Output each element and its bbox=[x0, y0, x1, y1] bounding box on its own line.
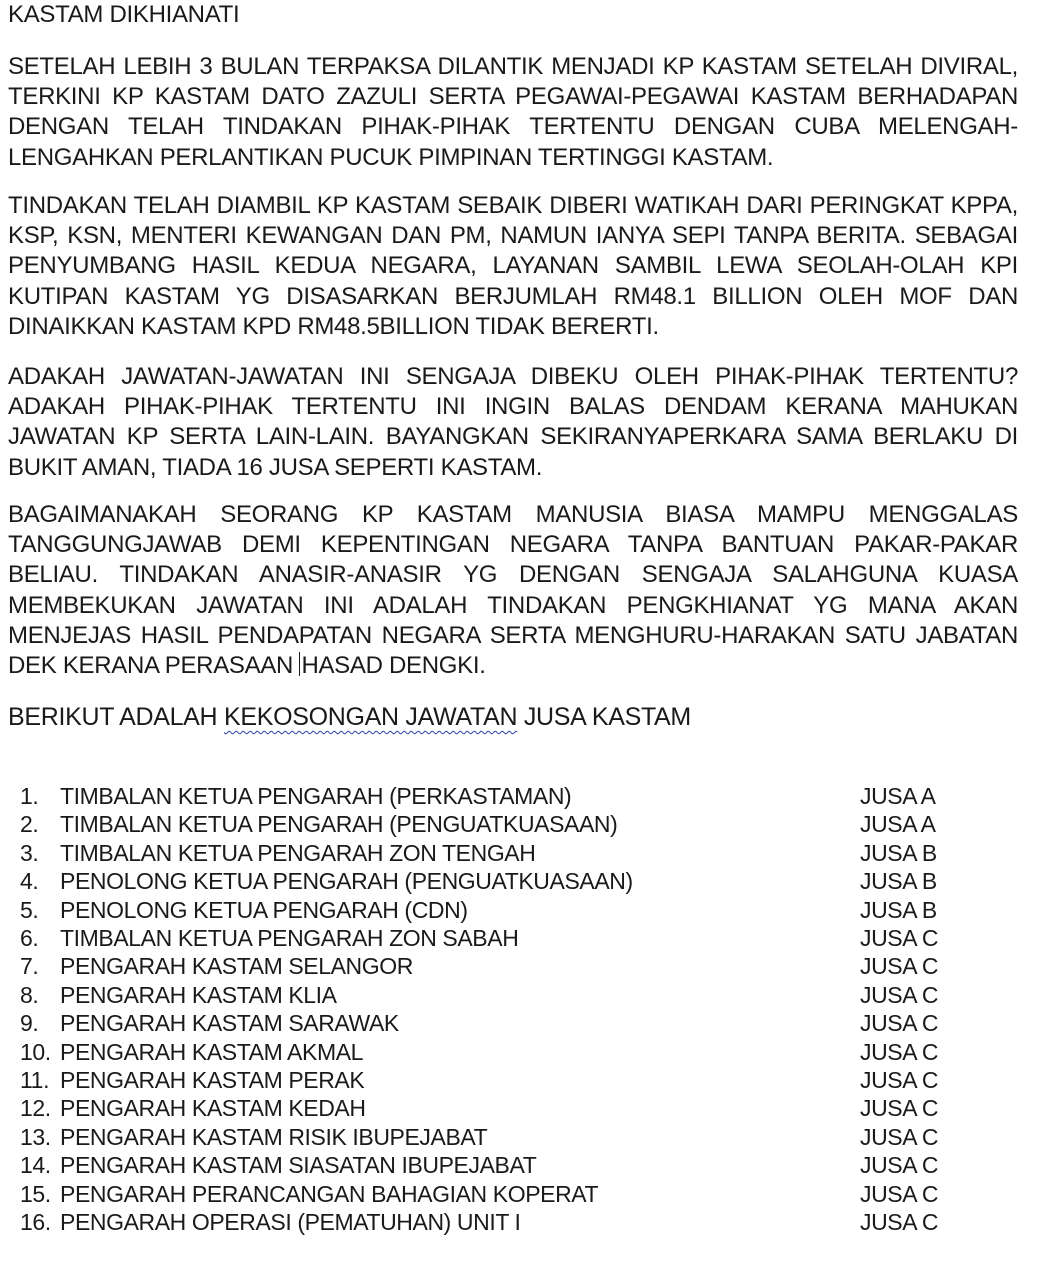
list-item-number: 7. bbox=[20, 953, 39, 980]
paragraph-4-text: BAGAIMANAKAH SEORANG KP KASTAM MANUSIA BIASA MAMPU MENGGALAS TANGGUNGJAWAB DEMI KEPENTINGAN NEGARA TANPA BANTUAN PAKAR-PAKAR BELIAU. TINDAKAN ANASIR-ANASIR YG DENGAN SENGAJA SALAHGUNA KUASA MEMBEKUKAN JAWATAN INI ADALAH TINDAKAN PENGKHIANAT YG MANA AKAN MENJEJAS HASIL PENDAPATAN NEGARA SERTA MENGHURU-HARAKAN SATU JABATAN DEK KERANA PERASAAN bbox=[8, 501, 1018, 680]
list-item bbox=[20, 952, 980, 980]
list-item-grade: JUSA C bbox=[860, 1095, 939, 1122]
list-item bbox=[20, 1180, 980, 1208]
list-item-grade: JUSA C bbox=[860, 953, 939, 980]
list-item-position: PENGARAH KASTAM RISIK IBUPEJABAT bbox=[60, 1123, 488, 1150]
list-item bbox=[20, 810, 980, 838]
list-item-number: 4. bbox=[20, 868, 39, 895]
list-item-grade: JUSA A bbox=[860, 811, 936, 838]
list-item-grade: JUSA C bbox=[860, 1010, 939, 1037]
list-item-number: 10. bbox=[20, 1038, 51, 1065]
list-item-grade: JUSA C bbox=[860, 1209, 939, 1236]
list-item-number: 15. bbox=[20, 1180, 51, 1207]
document-page bbox=[8, 0, 1018, 1236]
list-item bbox=[20, 981, 980, 1009]
list-item-number: 9. bbox=[20, 1010, 39, 1037]
list-item-position: PENGARAH KASTAM SARAWAK bbox=[60, 1010, 399, 1037]
list-item-grade: JUSA B bbox=[860, 868, 937, 895]
list-item-grade: JUSA C bbox=[860, 1123, 939, 1150]
heading-suffix: JUSA KASTAM bbox=[517, 703, 691, 731]
list-item-grade: JUSA C bbox=[860, 1152, 939, 1179]
list-item bbox=[20, 1151, 980, 1179]
list-item-grade: JUSA C bbox=[860, 1038, 939, 1065]
list-item-number: 3. bbox=[20, 839, 39, 866]
list-item-position: TIMBALAN KETUA PENGARAH (PERKASTAMAN) bbox=[60, 783, 572, 809]
list-item-position: PENOLONG KETUA PENGARAH (PENGUATKUASAAN) bbox=[60, 868, 633, 895]
list-item-position: TIMBALAN KETUA PENGARAH ZON TENGAH bbox=[60, 839, 536, 866]
paragraph-4 bbox=[8, 500, 1018, 681]
list-item bbox=[20, 924, 980, 952]
list-item bbox=[20, 782, 980, 810]
paragraph-4-end: HASAD DENGKI. bbox=[301, 652, 486, 680]
list-item bbox=[20, 1038, 980, 1066]
list-item-grade: JUSA C bbox=[860, 925, 939, 952]
paragraph-2: TINDAKAN TELAH DIAMBIL KP KASTAM SEBAIK DIBERI WATIKAH DARI PERINGKAT KPPA, KSP, KSN, MENTERI KEWANGAN DAN PM, NAMUN IANYA SEPI TANPA BERITA. SEBAGAI PENYUMBANG HASIL KEDUA NEGARA, LAYANAN SAMBIL LEWA SEOLAH-OLAH KPI KUTIPAN KASTAM YG DISASARKAN BERJUMLAH RM48.1 BILLION OLEH MOF DAN DINAIKKAN KASTAM KPD RM48.5BILLION TIDAK BERERTI. bbox=[8, 192, 1018, 340]
list-item-number: 12. bbox=[20, 1095, 51, 1122]
list-item bbox=[20, 1094, 980, 1122]
list-item-position: TIMBALAN KETUA PENGARAH (PENGUATKUASAAN) bbox=[60, 811, 618, 838]
vacancy-heading bbox=[8, 702, 691, 732]
vacancy-list bbox=[20, 782, 980, 1237]
list-item-number: 13. bbox=[20, 1123, 51, 1150]
paragraph-3: ADAKAH JAWATAN-JAWATAN INI SENGAJA DIBEKU OLEH PIHAK-PIHAK TERTENTU? ADAKAH PIHAK-PIHAK TERTENTU INI INGIN BALAS DENDAM KERANA MAHUKAN JAWATAN KP SERTA LAIN-LAIN. BAYANGKAN SEKIRANYAPERKARA SAMA BERLAKU DI BUKIT AMAN, TIADA 16 JUSA SEPERTI KASTAM. bbox=[8, 363, 1018, 481]
list-item-position: PENGARAH KASTAM AKMAL bbox=[60, 1038, 364, 1065]
list-item-position: TIMBALAN KETUA PENGARAH ZON SABAH bbox=[60, 925, 519, 952]
list-item-number: 16. bbox=[20, 1209, 51, 1236]
list-item-position: PENGARAH PERANCANGAN BAHAGIAN KOPERAT bbox=[60, 1180, 599, 1207]
list-item bbox=[20, 839, 980, 867]
list-item bbox=[20, 867, 980, 895]
list-item-position: PENGARAH KASTAM KLIA bbox=[60, 981, 337, 1008]
list-item-position: PENGARAH KASTAM PERAK bbox=[60, 1067, 365, 1094]
list-item-grade: JUSA C bbox=[860, 1067, 939, 1094]
paragraph-1: SETELAH LEBIH 3 BULAN TERPAKSA DILANTIK MENJADI KP KASTAM SETELAH DIVIRAL, TERKINI KP KASTAM DATO ZAZULI SERTA PEGAWAI-PEGAWAI KASTAM BERHADAPAN DENGAN TELAH TINDAKAN PIHAK-PIHAK TERTENTU DENGAN CUBA MELENGAH-LENGAHKAN PERLANTIKAN PUCUK PIMPINAN TERTINGGI KASTAM. bbox=[8, 53, 1018, 171]
list-item bbox=[20, 896, 980, 924]
list-item-position: PENGARAH OPERASI (PEMATUHAN) UNIT I bbox=[60, 1209, 521, 1236]
list-item-number: 6. bbox=[20, 925, 39, 952]
list-item-number: 2. bbox=[20, 811, 39, 838]
list-item-position: PENGARAH KASTAM SELANGOR bbox=[60, 953, 413, 980]
list-item-position: PENGARAH KASTAM KEDAH bbox=[60, 1095, 366, 1122]
list-item bbox=[20, 1066, 980, 1094]
list-item bbox=[20, 1009, 980, 1037]
list-item-number: 5. bbox=[20, 896, 39, 923]
list-item bbox=[20, 1208, 980, 1236]
list-item-number: 1. bbox=[20, 783, 39, 809]
heading-prefix: BERIKUT ADALAH bbox=[8, 703, 224, 731]
spellcheck-flagged-text[interactable]: KEKOSONGAN JAWATAN bbox=[223, 703, 518, 731]
list-item-grade: JUSA C bbox=[860, 1180, 939, 1207]
list-item-position: PENGARAH KASTAM SIASATAN IBUPEJABAT bbox=[60, 1152, 537, 1179]
document-title: KASTAM DIKHIANATI bbox=[8, 1, 240, 28]
list-item-number: 8. bbox=[20, 981, 39, 1008]
list-item-grade: JUSA B bbox=[860, 896, 937, 923]
list-item-number: 14. bbox=[20, 1152, 51, 1179]
list-item-number: 11. bbox=[20, 1067, 50, 1094]
list-item-grade: JUSA C bbox=[860, 981, 939, 1008]
list-item bbox=[20, 1123, 980, 1151]
list-item-grade: JUSA B bbox=[860, 839, 937, 866]
list-item-grade: JUSA A bbox=[860, 783, 936, 809]
list-item-position: PENOLONG KETUA PENGARAH (CDN) bbox=[60, 896, 468, 923]
